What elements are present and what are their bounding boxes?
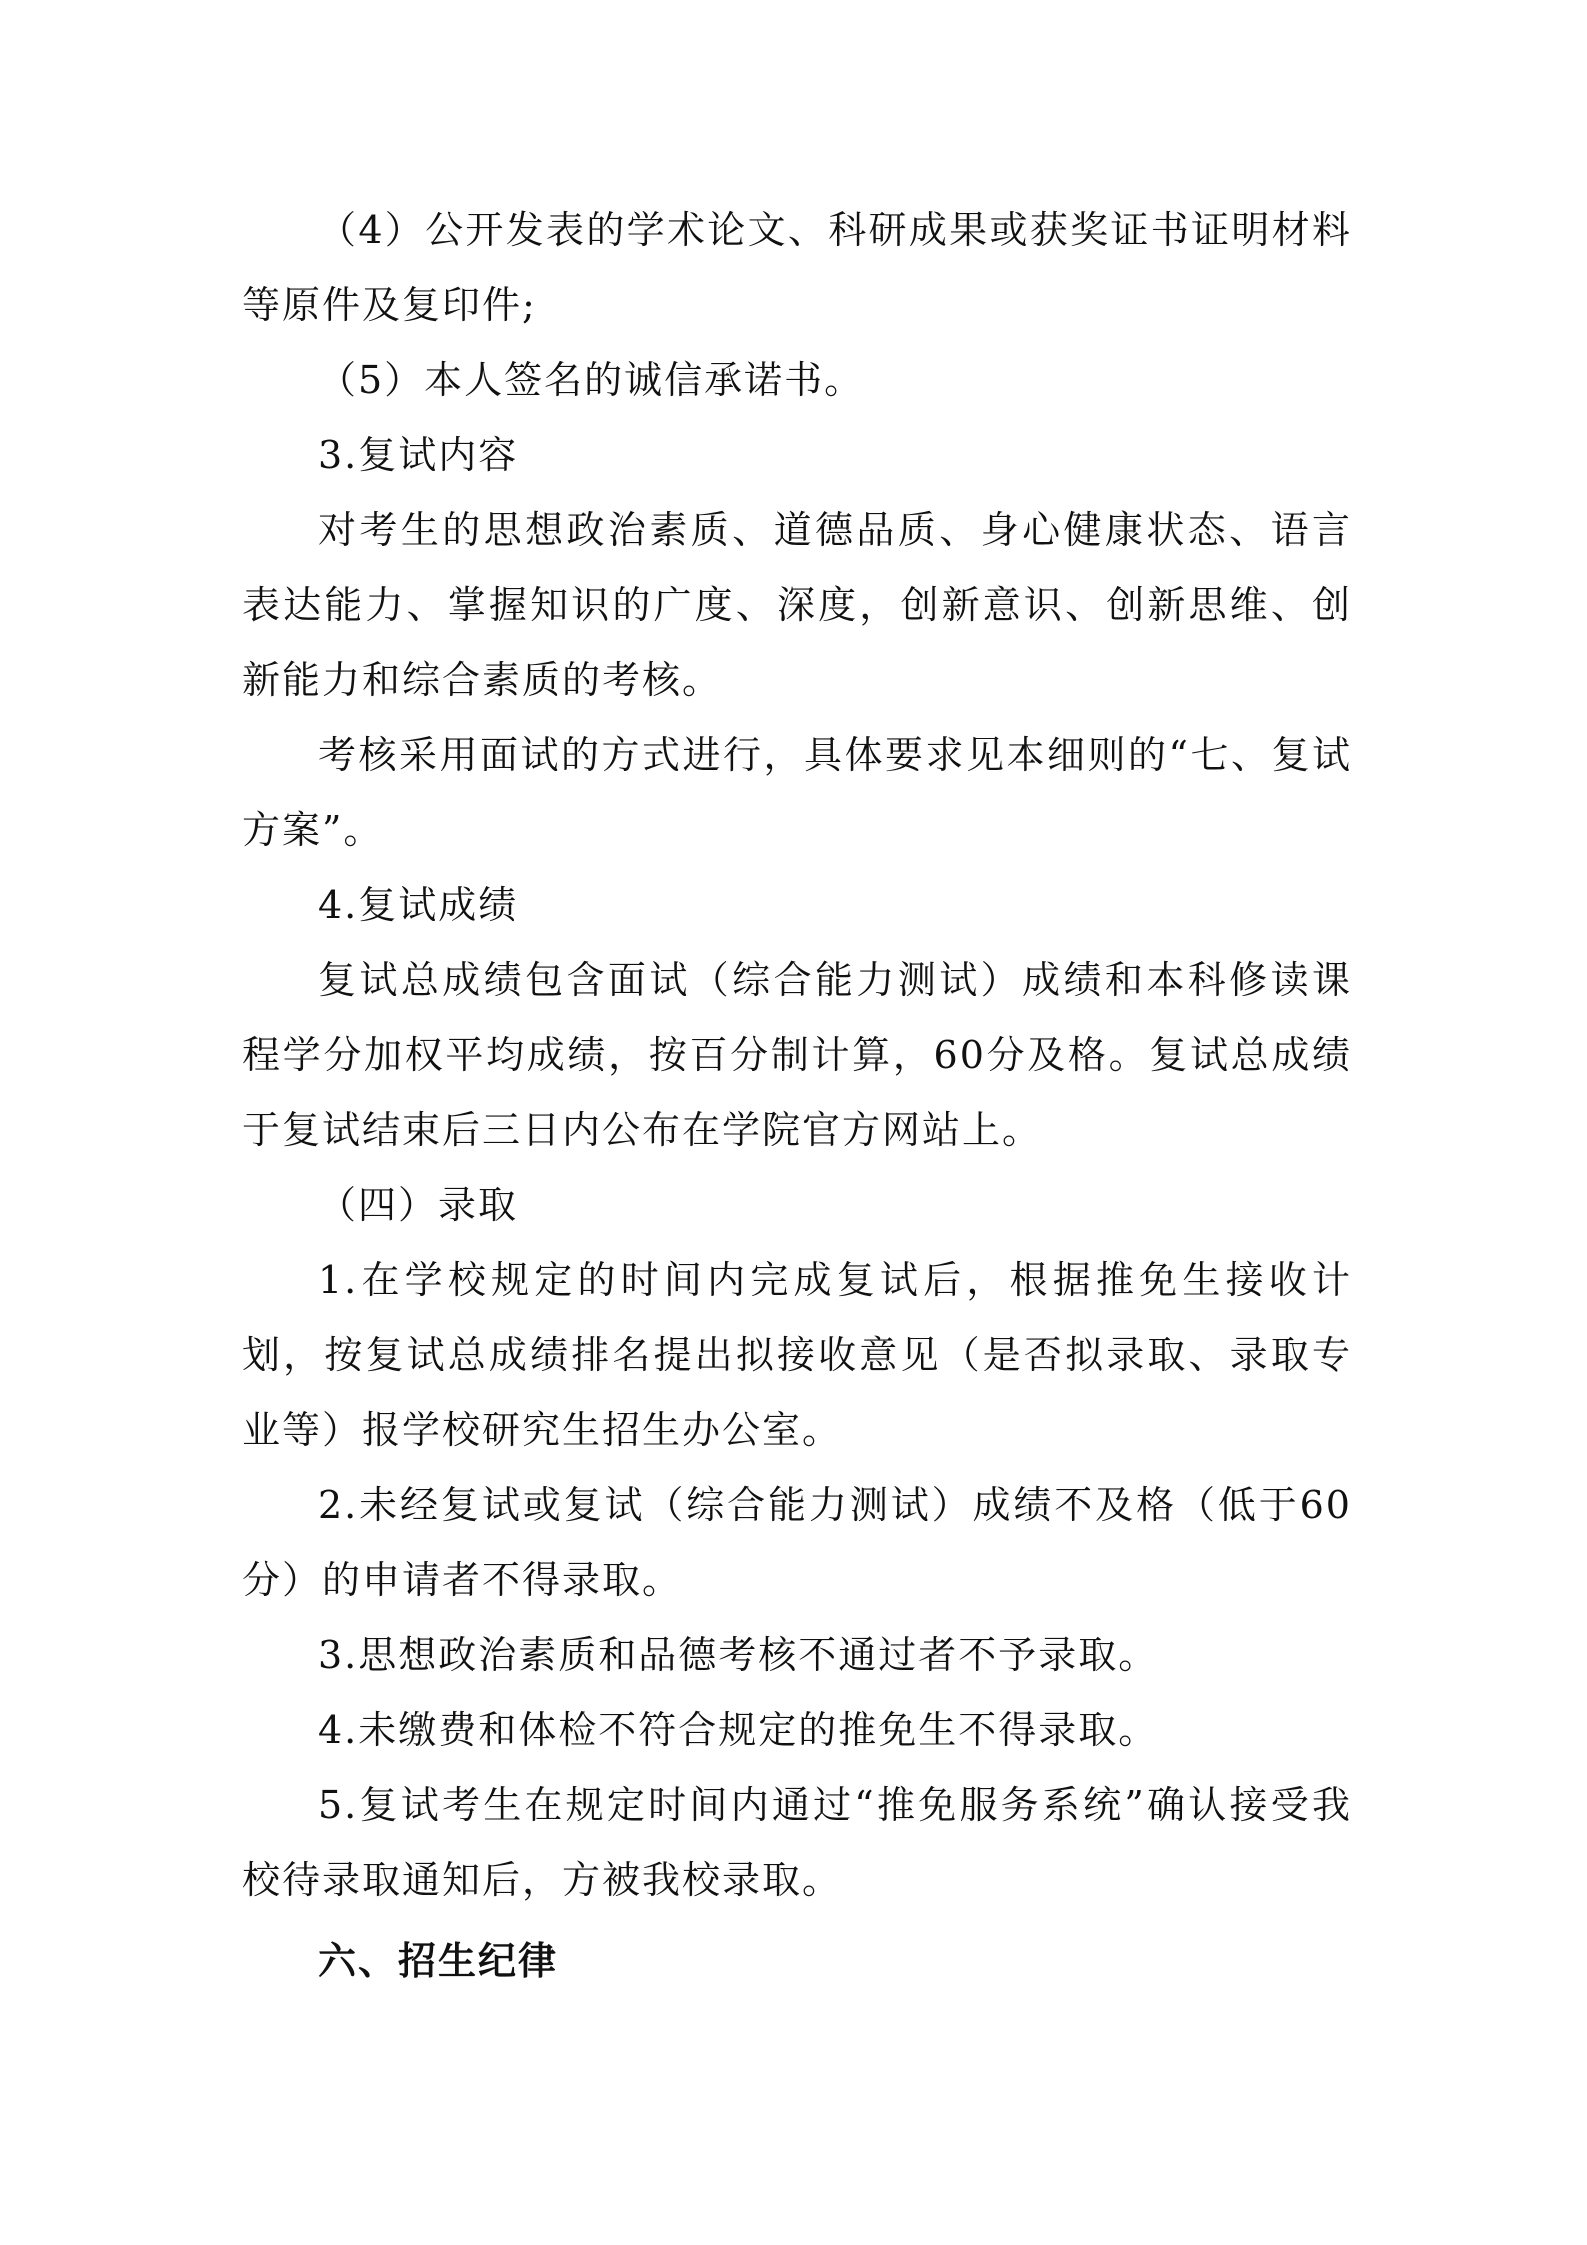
section-heading-discipline: 六、招生纪律	[318, 1939, 559, 1983]
paragraph-admission-5: 5.复试考生在规定时间内通过“推免服务系统”确认接受我校待录取通知后，方被我校录取。	[242, 1783, 1352, 1902]
subheading-retest-content: 3.复试内容	[318, 433, 519, 477]
subheading-retest-score: 4.复试成绩	[318, 883, 519, 927]
paragraph-retest-score: 复试总成绩包含面试（综合能力测试）成绩和本科修读课程学分加权平均成绩，按百分制计算，60分及格。复试总成绩于复试结束后三日内公布在学院官方网站上。	[242, 958, 1352, 1152]
document-body	[242, 193, 1352, 1999]
paragraph-admission-1: 1.在学校规定的时间内完成复试后，根据推免生接收计划，按复试总成绩排名提出拟接收意见（是否拟录取、录取专业等）报学校研究生招生办公室。	[242, 1258, 1352, 1452]
paragraph-admission-4: 4.未缴费和体检不符合规定的推免生不得录取。	[318, 1708, 1159, 1752]
paragraph-materials-5: （5）本人签名的诚信承诺书。	[318, 358, 865, 402]
paragraph-admission-3: 3.思想政治素质和品德考核不通过者不予录取。	[318, 1633, 1159, 1677]
paragraph-interview-method: 考核采用面试的方式进行，具体要求见本细则的“七、复试方案”。	[242, 733, 1352, 852]
subheading-admission: （四）录取	[318, 1183, 519, 1227]
paragraph-materials-4: （4）公开发表的学术论文、科研成果或获奖证书证明材料等原件及复印件;	[242, 208, 1352, 327]
paragraph-admission-2: 2.未经复试或复试（综合能力测试）成绩不及格（低于60分）的申请者不得录取。	[242, 1483, 1352, 1602]
paragraph-retest-content: 对考生的思想政治素质、道德品质、身心健康状态、语言表达能力、掌握知识的广度、深度，创新意识、创新思维、创新能力和综合素质的考核。	[242, 508, 1352, 702]
